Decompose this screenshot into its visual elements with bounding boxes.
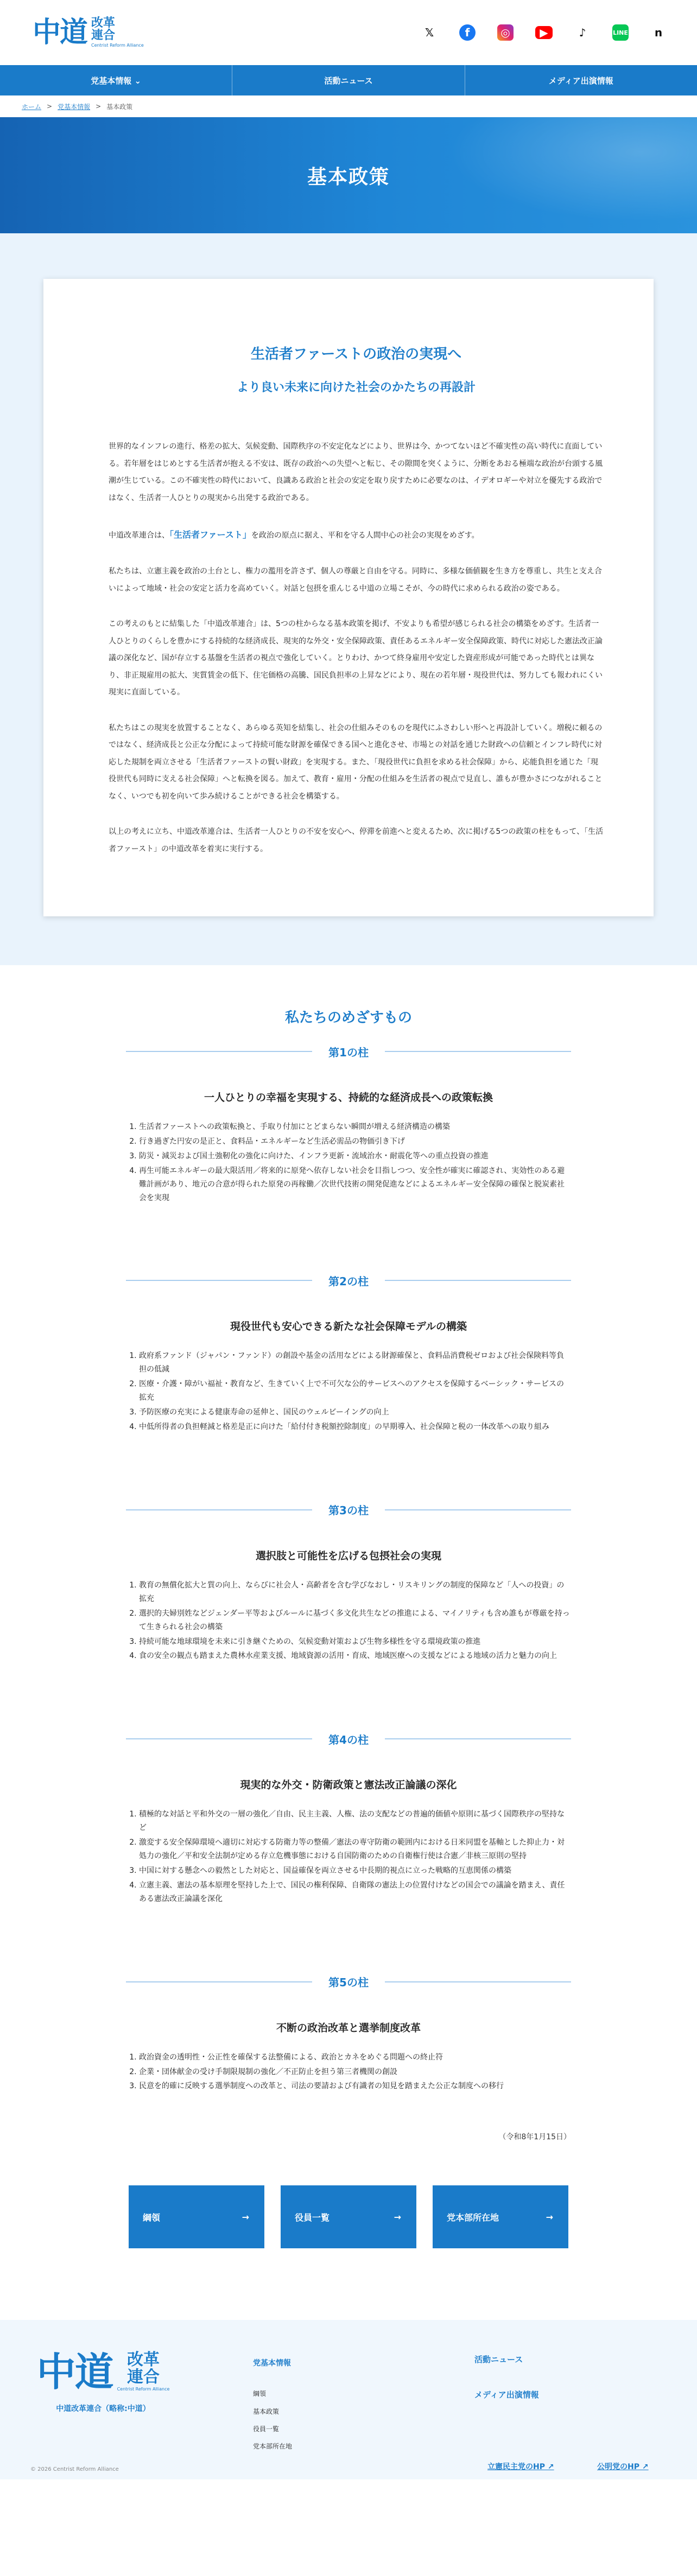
breadcrumb-separator: > xyxy=(96,103,102,110)
pillar-label xyxy=(126,1494,571,1526)
facebook-icon[interactable]: f xyxy=(459,24,476,41)
officers-button[interactable] xyxy=(281,2185,416,2248)
site-logo[interactable] xyxy=(33,17,144,48)
pillar-title: 現役世代も安心できる新たな社会保障モデルの構築 xyxy=(230,1321,467,1333)
pillar-label xyxy=(126,1035,571,1068)
nav-item-media[interactable]: メディア出演情報 xyxy=(548,75,613,86)
pillar-title: 選択肢と可能性を広げる包摂社会の実現 xyxy=(255,1550,441,1562)
policy-date: （令和8年1月15日） xyxy=(498,2133,571,2142)
list-item: 4. 立憲主義、憲法の基本原理を堅持した上で、国民の権利保障、自衛隊の憲法上の位置付けなどの国会での議論を踏まえ、責任ある憲法改正論議を深化 xyxy=(139,1879,571,1906)
list-item: 1. 政府系ファンド（ジャパン・ファンド）の創設や基金の活用などによる財源確保と、食料品消費税ゼロおよび社会保険料等負担の低減 xyxy=(139,1349,571,1376)
button-label: 綱領 xyxy=(143,2212,161,2223)
breadcrumb-home[interactable]: ホーム xyxy=(22,103,42,111)
logo-sub1: 改革 xyxy=(91,16,116,30)
logo-wordmark xyxy=(117,2351,170,2392)
pillar-label-text: 第1の柱 xyxy=(328,1045,369,1059)
pillar-1 xyxy=(126,1035,571,1204)
list-item: 3. 持続可能な地球環境を未来に引き継ぐための、気候変動対策および生物多様性を守る環境政策の推進 xyxy=(139,1635,571,1649)
pillar-label-text: 第3の柱 xyxy=(328,1504,369,1517)
list-item: 2. 選択的夫婦別姓などジェンダー平等およびルールに基づく多文化共生などの推進による、マイノリティも含め誰もが尊厳を持って生きられる社会の構築 xyxy=(139,1607,571,1634)
site-footer xyxy=(0,2320,697,2479)
pillar-label-text: 第5の柱 xyxy=(328,1976,369,1990)
breadcrumb xyxy=(0,95,697,117)
logo-tagline: Centrist Reform Alliance xyxy=(91,43,144,48)
pillar-list xyxy=(126,1120,571,1204)
footer-col-party-info xyxy=(253,2354,292,2455)
intro-paragraph: 私たちはこの現実を放置することなく、あらゆる英知を結集し、社会の仕組みそのものを現代にふさわしい形へと再設計していく。増税に頼るのではなく、経済成長と公正な分配によって持続可能な財源を確保できる国へと進化させ、市場との対話を通じた財政への信頼とインフレ時代に対応した規制を両立させる「生活者ファーストの賢い財政」を実現する。また、「現役世代に負担を求める社会保障」から、応能負担を通じた「現役世代も同時に支える社会保障」へと転換を図る。加えて、教育・雇用・分配の仕組みを生活者の視点で見直し、誰もが豊かさにつながれることなく、いつでも初を向いて歩み続けることができる社会を構築する。 xyxy=(109,723,603,801)
intro-section xyxy=(0,233,697,965)
pillar-4 xyxy=(126,1723,571,1905)
tiktok-icon[interactable]: ♪ xyxy=(579,26,586,39)
logo-sub2: 連合 xyxy=(91,29,116,43)
pillar-2 xyxy=(126,1264,571,1433)
intro-card xyxy=(43,279,654,916)
page-title: 基本政策 xyxy=(307,165,390,188)
platform-button[interactable] xyxy=(129,2185,264,2248)
list-item: 1. 政治資金の透明性・公正性を確保する法整備による、政治とカネをめぐる問題への終止符 xyxy=(139,2051,571,2064)
list-item: 2. 行き過ぎた円安の是正と、食料品・エネルギーなど生活必需品の物価引き下げ xyxy=(139,1135,571,1149)
list-item: 4. 食の安全の観点も踏まえた農林水産業支援、地域資源の活用・育成、地域医療への支援などによる地域の活力と魅力の向上 xyxy=(139,1649,571,1663)
footer-logo[interactable] xyxy=(27,2348,179,2413)
logo-sub2: 連合 xyxy=(127,2367,160,2387)
list-item: 3. 民意を的確に反映する選挙制度への改革と、司法の要請および有識者の知見を踏まえた公正な制度への移行 xyxy=(139,2080,571,2093)
pillar-label xyxy=(126,1723,571,1755)
intro-paragraph xyxy=(109,525,604,545)
logo-mark: 中道 xyxy=(33,15,87,49)
list-item: 1. 積極的な対話と平和外交の一層の強化／自由、民主主義、人権、法の支配などの普遍的価値や原則に基づく国際秩序の堅持など xyxy=(139,1808,571,1835)
intro-text: を政治の原点に据え、平和を守る人間中心の社会の実現をめざす。 xyxy=(251,531,479,540)
logo-wordmark xyxy=(91,17,144,48)
list-item: 3. 予防医療の充実による健康寿命の延伸と、国民のウェルビーイングの向上 xyxy=(139,1406,571,1419)
site-header xyxy=(0,0,697,65)
list-item: 1. 生活者ファーストへの政策転換と、手取り付加にとどまらない瞬間が増える経済構造の構築 xyxy=(139,1120,571,1134)
pillar-list xyxy=(126,1808,571,1905)
nav-item-news[interactable]: 活動ニュース xyxy=(232,65,465,95)
footer-link[interactable]: 党本部所在地 xyxy=(253,2443,293,2451)
pillar-label-text: 第4の柱 xyxy=(328,1733,369,1746)
related-links xyxy=(0,2185,697,2248)
logo-mark: 中道 xyxy=(36,2348,113,2395)
list-item: 4. 再生可能エネルギーの最大限活用／将来的に原発へ依存しない社会を目指しつつ、安全性が確実に確認され、実効性のある避難計画があり、地元の合意が得られた原発の再稼働／次世代技術の開発促進などによるエネルギー安全保障の確保と脱炭素社会を実現 xyxy=(139,1164,571,1205)
intro-text: 中道改革連合は、 xyxy=(109,531,169,540)
pillar-label-text: 第2の柱 xyxy=(328,1274,369,1288)
footer-logo-mark xyxy=(27,2348,179,2395)
pillar-label xyxy=(126,1966,571,1998)
global-nav xyxy=(0,65,697,95)
button-label: 役員一覧 xyxy=(295,2212,330,2223)
footer-link-party-info[interactable]: 党基本情報 xyxy=(253,2359,291,2368)
pillars xyxy=(0,1035,697,2093)
party-name: 中道改革連合（略称:中道） xyxy=(56,2404,150,2413)
nav-item-party-info[interactable]: 党基本情報 ⌄ xyxy=(0,65,232,95)
pillar-list xyxy=(126,1579,571,1663)
pillar-label xyxy=(126,1264,571,1297)
breadcrumb-party-info[interactable]: 党基本情報 xyxy=(58,103,91,111)
list-item: 2. 企業・団体献金の受け手制限規制の強化／不正防止を担う第三者機関の創設 xyxy=(139,2065,571,2079)
intro-paragraph: 世界的なインフレの進行、格差の拡大、気候変動、国際秩序の不安定化などにより、世界は今、かつてないほど不確実性の高い時代に直面している。若年層をはじめとする生活者が抱える不安は、既存の政治への失望へと転じ、その隙間を突くように、分断をあおる極端な政治が台頭する風潮が生じている。この不確実性の時代において、良識ある政治と社会の安定を取り戻すために必要なのは、イデオロギーや対立を優先する政治ではなく、生活者一人ひとりの現実から出発する政治である。 xyxy=(109,442,603,502)
cdp-external-link[interactable]: 立憲民主党のHP ↗ xyxy=(487,2463,554,2472)
pillar-title: 不断の政治改革と選挙制度改革 xyxy=(276,2022,421,2034)
list-item: 2. 激変する安全保障環境へ適切に対応する防衛力等の整備／憲法の専守防衛の範囲内における日米同盟を基軸とした抑止力・対処力の強化／平和安全法制が定める存立危機事態における自国防衛のための自衛権行使は合憲／非核三原則の堅持 xyxy=(139,1836,571,1863)
goals-title: 私たちのめざすもの xyxy=(284,1010,412,1026)
logo-sub1: 改革 xyxy=(127,2350,160,2370)
goals-section xyxy=(0,965,697,2320)
youtube-icon[interactable]: ▶ xyxy=(535,26,553,39)
arrow-right-icon: → xyxy=(242,2211,249,2222)
footer-link[interactable]: 役員一覧 xyxy=(253,2425,280,2433)
pillar-list xyxy=(126,2051,571,2094)
footer-link[interactable]: 基本政策 xyxy=(253,2407,280,2415)
intro-highlight: 「生活者ファースト」 xyxy=(169,530,251,540)
list-item: 4. 中低所得者の負担軽減と格差是正に向けた「給付付き税額控除制度」の早期導入、社会保障と税の一体改革への取り組み xyxy=(139,1420,571,1434)
note-icon[interactable]: n xyxy=(654,26,663,39)
arrow-right-icon: → xyxy=(546,2211,553,2222)
intro-title: 生活者ファーストの政治の実現へ xyxy=(250,346,462,362)
footer-link-news[interactable]: 活動ニュース xyxy=(474,2355,523,2365)
list-item: 3. 防災・減災および国土強靭化の強化に向けた、インフラ更新・流域治水・耐震化等への重点投資の推進 xyxy=(139,1150,571,1163)
line-icon[interactable]: LINE xyxy=(612,24,629,41)
breadcrumb-separator: > xyxy=(47,103,53,110)
intro-paragraph: この考えのもとに結集した「中道改革連合」は、5つの柱からなる基本政策を掲げ、不安よりも希望が感じられる社会の構築をめざす。生活者一人ひとりのくらしを豊かにする持続的な経済成長、現実的な外交・安全保障政策、責任あるエネルギー安全保障政策、時代に対応した憲法改正論議の深化など、国が存立する基盤を生活者の視点で強化していく。とりわけ、かつて終身雇用や安定した資産形成が可能であった時代とは異なり、非正規雇用の拡大、実質賃金の低下、住宅価格の高騰、国民負担率の上昇などにより、現在の若年層・現役世代は、努力しても報われにくい現実に直面している。 xyxy=(109,620,603,697)
page-hero xyxy=(0,117,697,233)
button-label: 党本部所在地 xyxy=(447,2212,499,2223)
logo-tagline: Centrist Reform Alliance xyxy=(117,2387,170,2392)
pillar-3 xyxy=(126,1494,571,1663)
footer-col-news xyxy=(474,2354,539,2424)
pillar-5 xyxy=(126,1966,571,2094)
footer-link[interactable]: 綱領 xyxy=(253,2390,267,2398)
pillar-title: 一人ひとりの幸福を実現する、持続的な経済成長への政策転換 xyxy=(204,1092,493,1104)
intro-paragraph: 以上の考えに立ち、中道改革連合は、生活者一人ひとりの不安を安心へ、停滞を前進へと変えるため、次に掲げる5つの政策の柱をもって、「生活者ファースト」の中道改革を着実に実行する。 xyxy=(109,827,604,853)
hq-location-button[interactable] xyxy=(433,2185,568,2248)
breadcrumb-current: 基本政策 xyxy=(106,103,133,111)
arrow-right-icon: → xyxy=(394,2211,401,2222)
list-item: 1. 教育の無償化拡大と質の向上、ならびに社会人・高齢者を含む学びなおし・リスキリングの制度的保障など「人への投資」の拡充 xyxy=(139,1579,571,1606)
copyright: © 2026 Centrist Reform Alliance xyxy=(30,2466,119,2473)
komeito-external-link[interactable]: 公明党のHP ↗ xyxy=(597,2463,649,2472)
list-item: 2. 医療・介護・障がい福祉・教育など、生きていく上で不可欠な公的サービスへのアクセスを保障するベーシック・サービスの拡充 xyxy=(139,1378,571,1405)
intro-paragraph: 私たちは、立憲主義を政治の土台とし、権力の濫用を許さず、個人の尊厳と自由を守る。同時に、多様な価値観を生き方を尊重し、共生と支え合いによって地域・社会の安定と活力を高めていく。対話と包摂を重んじる中道の立場こそが、今の時代に求められる政治の姿である。 xyxy=(109,567,602,593)
pillar-title: 現実的な外交・防衛政策と憲法改正論議の深化 xyxy=(240,1779,457,1791)
sns-links xyxy=(421,24,667,41)
footer-link-media[interactable]: メディア出演情報 xyxy=(474,2390,539,2400)
intro-subtitle: より良い未来に向けた社会のかたちの再設計 xyxy=(236,381,476,394)
x-icon[interactable]: 𝕏 xyxy=(424,26,434,39)
list-item: 3. 中国に対する懸念への毅然とした対応と、国益確保を両立させる中長期的視点に立った戦略的互恵関係の構築 xyxy=(139,1864,571,1878)
instagram-icon[interactable]: ◎ xyxy=(497,24,514,41)
pillar-list xyxy=(126,1349,571,1433)
